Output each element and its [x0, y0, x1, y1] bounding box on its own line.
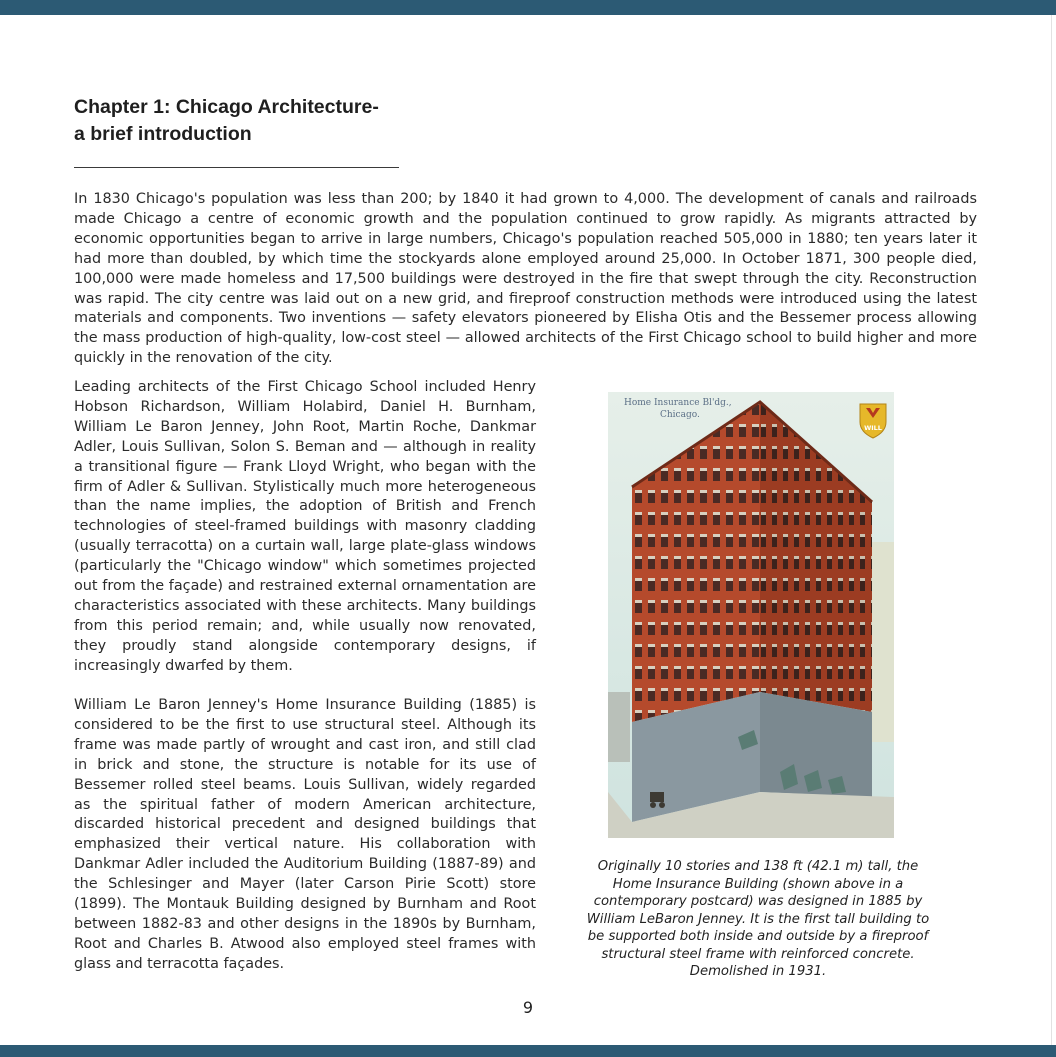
architects-paragraph: Leading architects of the First Chicago School included Henry Hobson Richardson, William Holabird, Daniel H. Burnham, William Le Baron Jenney, John Root, Martin Roche, Dankmar Adler, Louis Sullivan, Solon S. Beman and — although in reality a transitional figure — Frank Lloyd Wright, who began with the firm of Adler & Sullivan. Stylistically much more heterogeneous than the name implies, the adoption of British and French technologies of steel-framed buildings with masonry cladding (usually terracotta) on a curtain wall, large plate-glass windows (particularly the "Chicago window" which sometimes projected out from the façade) and restrained external ornamentation are characteristics associated with these architects. Many buildings from this period remain; and, while usually now renovated, they proudly stand alongside contemporary designs, if increasingly dwarfed by them. [74, 379, 536, 674]
svg-text:WILL: WILL [864, 424, 882, 432]
postcard-label-line-2: Chicago. [660, 410, 700, 420]
bottom-band [0, 1045, 1056, 1057]
title-underline [74, 167, 399, 168]
background-building [608, 692, 630, 762]
figure-caption: Originally 10 stories and 138 ft (42.1 m) tall, the Home Insurance Building (shown above in a contemporary postcard) was designed in 1885 by William LeBaron Jenney. It is the first tall building to be supported both inside and outside by a fireproof structural steel frame with reinforced concrete. Demolished in 1931. [586, 859, 930, 979]
chapter-title-line-2: a brief introduction [74, 123, 252, 145]
chapter-title [74, 94, 434, 148]
postcard-label-line-1: Home Insurance Bl'dg., [624, 398, 732, 408]
top-band [0, 0, 1056, 15]
page-number: 9 [522, 998, 534, 1017]
chapter-title-line-1: Chapter 1: Chicago Architecture- [74, 96, 379, 118]
home-insurance-postcard-image [608, 392, 894, 838]
page-edge [1051, 15, 1052, 1045]
home-insurance-paragraph: William Le Baron Jenney's Home Insurance Building (1885) is considered to be the first to use structural steel. Although its frame was made partly of wrought and cast iron, and still clad in brick and stone, the structure is notable for its use of Bessemer rolled steel beams. Louis Sullivan, widely regarded as the spiritual father of modern American architecture, discarded historical precedent and designed buildings that emphasized their vertical nature. His collaboration with Dankmar Adler included the Auditorium Building (1887-89) and the Schlesinger and Mayer (later Carson Pirie Scott) store (1899). The Montauk Building designed by Burnham and Root between 1882-83 and other designs in the 1890s by Burnham, Root and Charles B. Atwood also employed steel frames with glass and terracotta façades. [74, 697, 536, 972]
intro-paragraph: In 1830 Chicago's population was less than 200; by 1840 it had grown to 4,000. The development of canals and railroads made Chicago a centre of economic growth and the population continued to grow rapidly. As migrants attracted by economic opportunities began to arrive in large numbers, Chicago's population reached 505,000 in 1880; ten years later it had more than doubled, by which time the stockyards alone employed around 25,000. In October 1871, 300 people died, 100,000 were made homeless and 17,500 buildings were destroyed in the fire that swept through the city. Reconstruction was rapid. The city centre was laid out on a new grid, and fireproof construction methods were introduced using the latest materials and components. Two inventions — safety elevators pioneered by Elisha Otis and the Bessemer process allowing the mass production of high-quality, low-cost steel — allowed architects of the First Chicago school to build higher and more quickly in the renovation of the city. [74, 191, 977, 367]
